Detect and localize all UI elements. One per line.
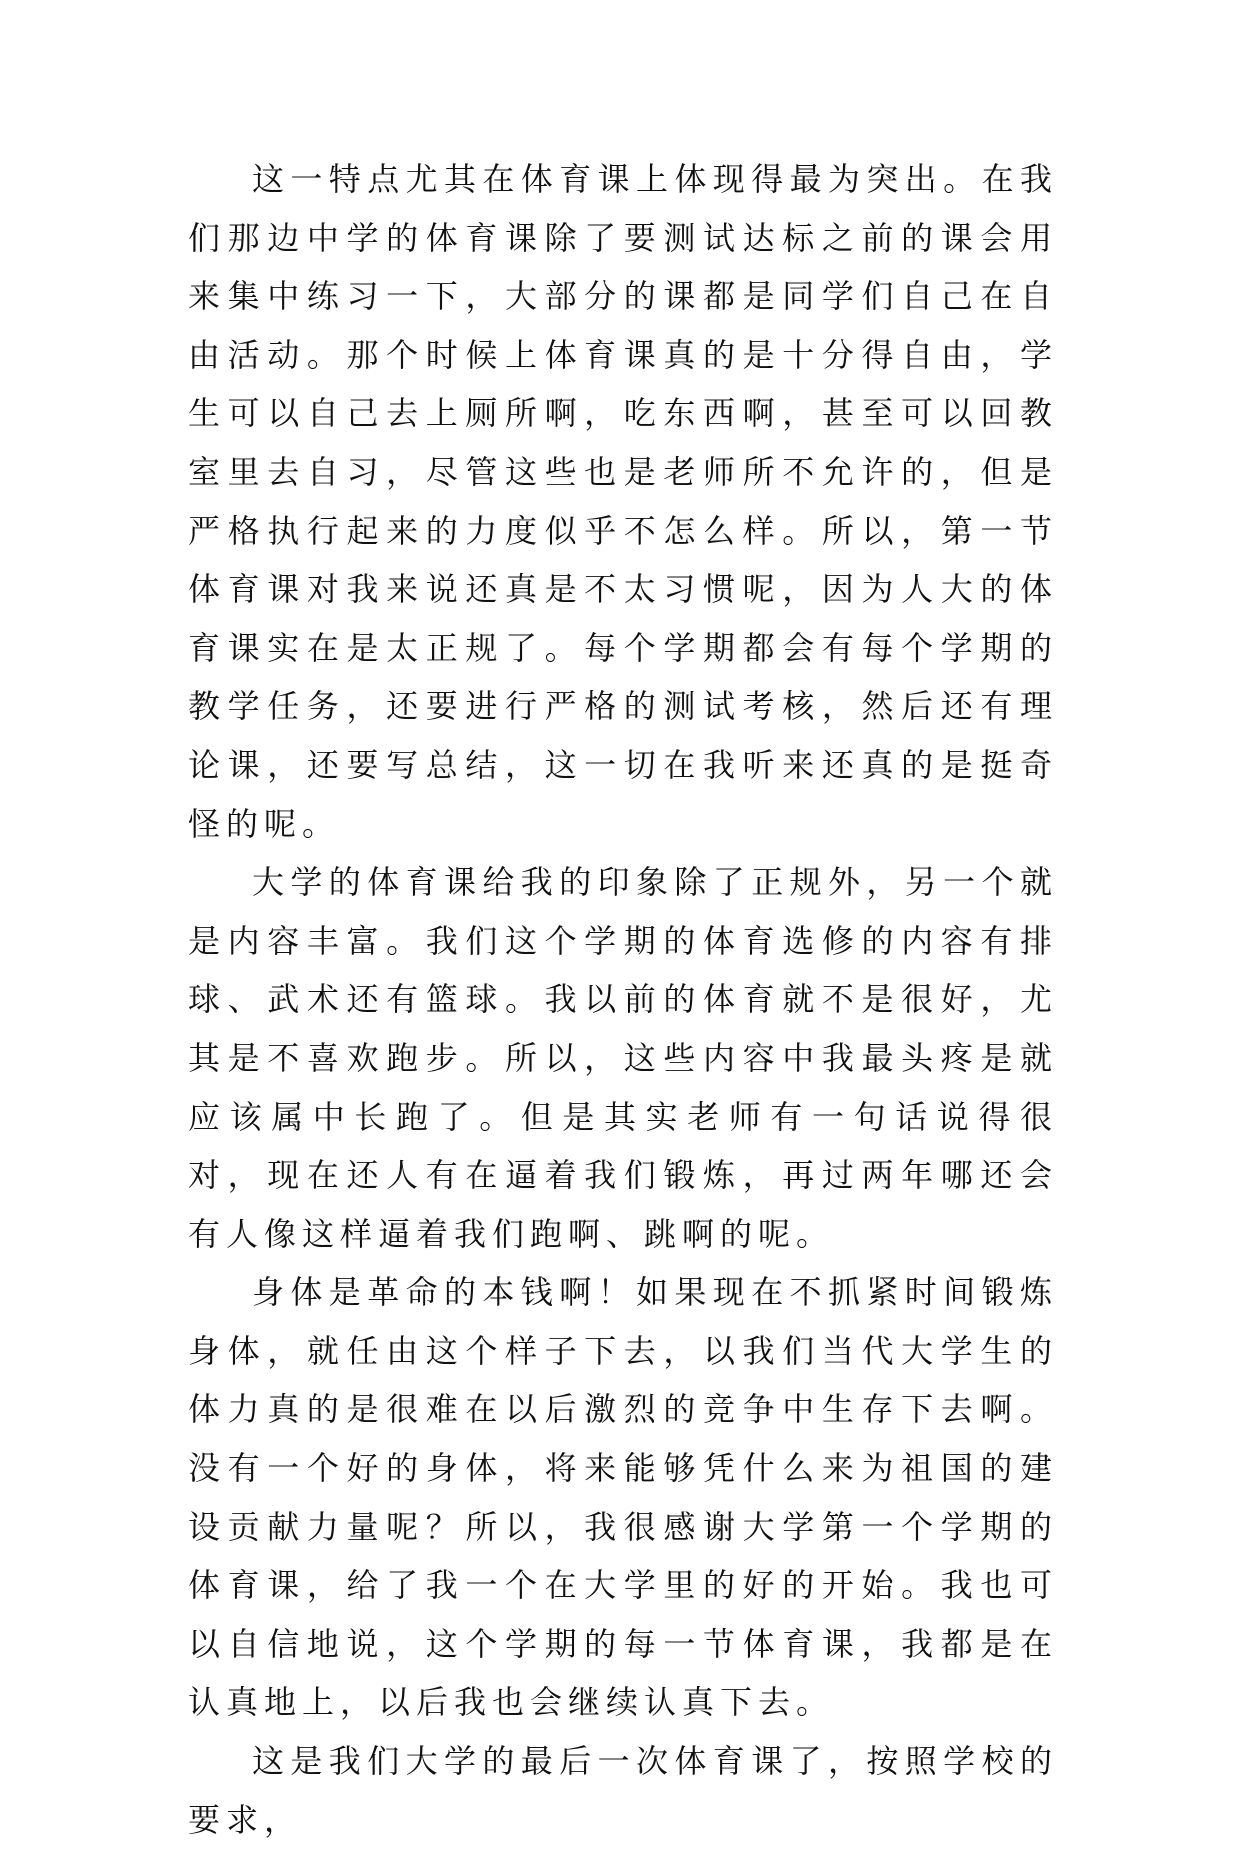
paragraph-4: 这是我们大学的最后一次体育课了，按照学校的要求， xyxy=(188,1742,1058,1839)
paragraph-3: 身体是革命的本钱啊！如果现在不抓紧时间锻炼身体，就任由这个样子下去，以我们当代大学生的体力真的是很难在以后激烈的竞争中生存下去啊。没有一个好的身体，将来能够凭什么来为祖国的建设贡献力量呢？所以，我很感谢大学第一个学期的体育课，给了我一个在大学里的好的开始。我也可以自信地说，这个学期的每一节体育课，我都是在认真地上，以后我也会继续认真下去。 xyxy=(188,1273,1058,1722)
paragraph-2: 大学的体育课给我的印象除了正规外，另一个就是内容丰富。我们这个学期的体育选修的内容有排球、武术还有篮球。我以前的体育就不是很好，尤其是不喜欢跑步。所以，这些内容中我最头疼是就应该属中长跑了。但是其实老师有一句话说得很对，现在还人有在逼着我们锻炼，再过两年哪还会有人像这样逼着我们跑啊、跳啊的呢。 xyxy=(188,863,1058,1253)
paragraph-1: 这一特点尤其在体育课上体现得最为突出。在我们那边中学的体育课除了要测试达标之前的课会用来集中练习一下，大部分的课都是同学们自己在自由活动。那个时候上体育课真的是十分得自由，学生可以自己去上厕所啊，吃东西啊，甚至可以回教室里去自习，尽管这些也是老师所不允许的，但是严格执行起来的力度似乎不怎么样。所以，第一节体育课对我来说还真是不太习惯呢，因为人大的体育课实在是太正规了。每个学期都会有每个学期的教学任务，还要进行严格的测试考核，然后还有理论课，还要写总结，这一切在我听来还真的是挺奇怪的呢。 xyxy=(188,160,1058,843)
document-body xyxy=(188,150,1058,1849)
